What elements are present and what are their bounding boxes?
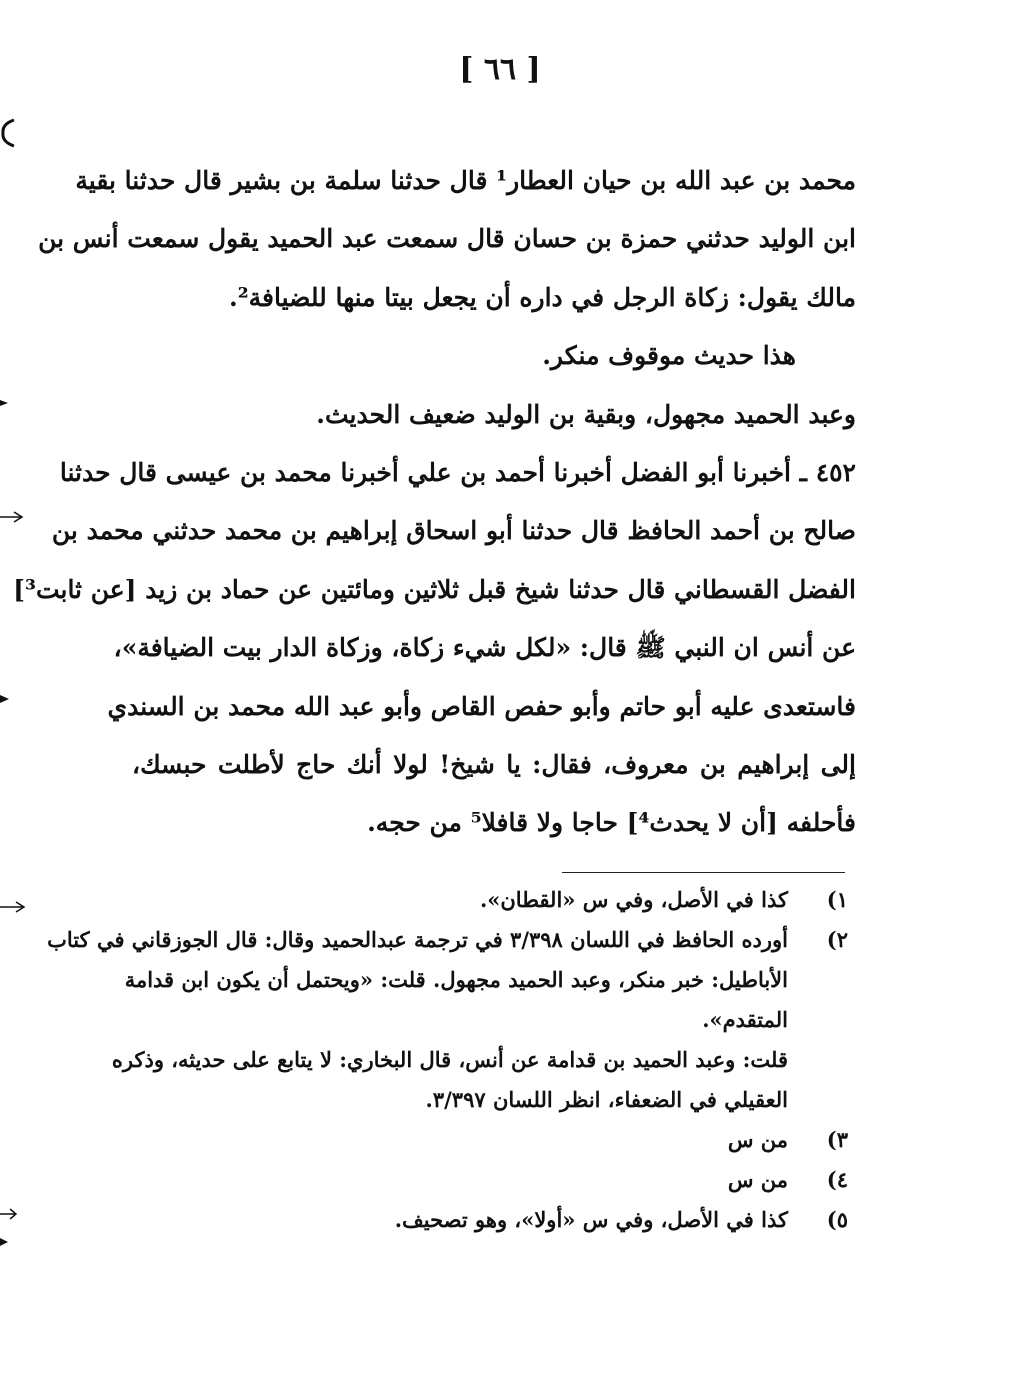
text-line: فأحلفه [أن لا يحدث⁴] حاجا ولا قافلا⁵ من حجه. [367, 808, 856, 838]
footnote-1 [132, 880, 848, 920]
text-line: الفضل القسطاني قال حدثنا شيخ قبل ثلاثين ومائتين عن حماد بن زيد [عن ثابت³] [13, 574, 856, 604]
footnote-number: ١) [826, 887, 848, 912]
text-line: عن أنس ان النبي ﷺ قال: «لكل شيء زكاة، وزكاة الدار بيت الضيافة»، [113, 633, 856, 663]
footnotes [47, 880, 848, 1240]
footnote-4 [132, 1160, 848, 1200]
page-number: [ ٦٦ ] [459, 52, 541, 87]
footnote-line: من س [727, 1167, 788, 1192]
scan-mark [0, 900, 26, 914]
footnote-number: ٤) [826, 1167, 848, 1192]
scan-mark [0, 1206, 20, 1250]
footnote-2 [47, 920, 848, 1120]
scan-mark [0, 510, 24, 524]
scan-mark [0, 118, 14, 148]
scan-mark [0, 396, 14, 410]
text-line: إلى إبراهيم بن معروف، فقال: يا شيخ! لولا أنك حاج لأطلت حبسك، [132, 749, 856, 779]
footnote-number: ٥) [826, 1207, 848, 1232]
footnote-line: كذا في الأصل، وفي س «القطان». [479, 887, 788, 912]
footnote-line: قلت: وعبد الحميد بن قدامة عن أنس، قال البخاري: لا يتابع على حديثه، وذكره [111, 1047, 788, 1072]
footnote-line: كذا في الأصل، وفي س «أولا»، وهو تصحيف. [394, 1207, 788, 1232]
footnote-line: الأباطيل: خبر منكر، وعبد الحميد مجهول. قلت: «ويحتمل أن يكون ابن قدامة [124, 967, 788, 992]
hadith-452-line: ٤٥٢ ـ أخبرنا أبو الفضل أخبرنا أحمد بن علي أخبرنا محمد بن عيسى قال حدثنا [59, 457, 856, 487]
footnote-line: العقيلي في الضعفاء، انظر اللسان ٣/٣٩٧. [425, 1087, 788, 1112]
text-line: مالك يقول: زكاة الرجل في داره أن يجعل بيتا منها للضيافة². [228, 282, 856, 312]
text-line: فاستعدى عليه أبو حاتم وأبو حفص القاص وأبو عبد الله محمد بن السندي [107, 691, 856, 721]
footnote-number: ٣) [826, 1127, 848, 1152]
footnote-divider [562, 872, 845, 873]
footnote-line: المتقدم». [702, 1007, 788, 1032]
text-line: صالح بن أحمد الحافظ قال حدثنا أبو اسحاق إبراهيم بن محمد حدثني محمد بن [51, 516, 856, 546]
footnote-line: أورده الحافظ في اللسان ٣/٣٩٨ في ترجمة عبدالحميد وقال: قال الجوزقاني في كتاب [47, 927, 788, 952]
text-line: محمد بن عبد الله بن حيان العطار¹ قال حدثنا سلمة بن بشير قال حدثنا بقية [75, 166, 856, 195]
text-line: هذا حديث موقوف منكر. [542, 341, 796, 371]
footnote-line: من س [727, 1127, 788, 1152]
footnote-3 [132, 1120, 848, 1160]
scan-mark [0, 692, 14, 706]
main-text [13, 152, 856, 853]
footnote-5 [132, 1200, 848, 1240]
footnote-number: ٢) [826, 927, 848, 952]
text-line: ابن الوليد حدثني حمزة بن حسان قال سمعت عبد الحميد يقول سمعت أنس بن [38, 224, 856, 254]
text-line: وعبد الحميد مجهول، وبقية بن الوليد ضعيف الحديث. [316, 399, 856, 429]
